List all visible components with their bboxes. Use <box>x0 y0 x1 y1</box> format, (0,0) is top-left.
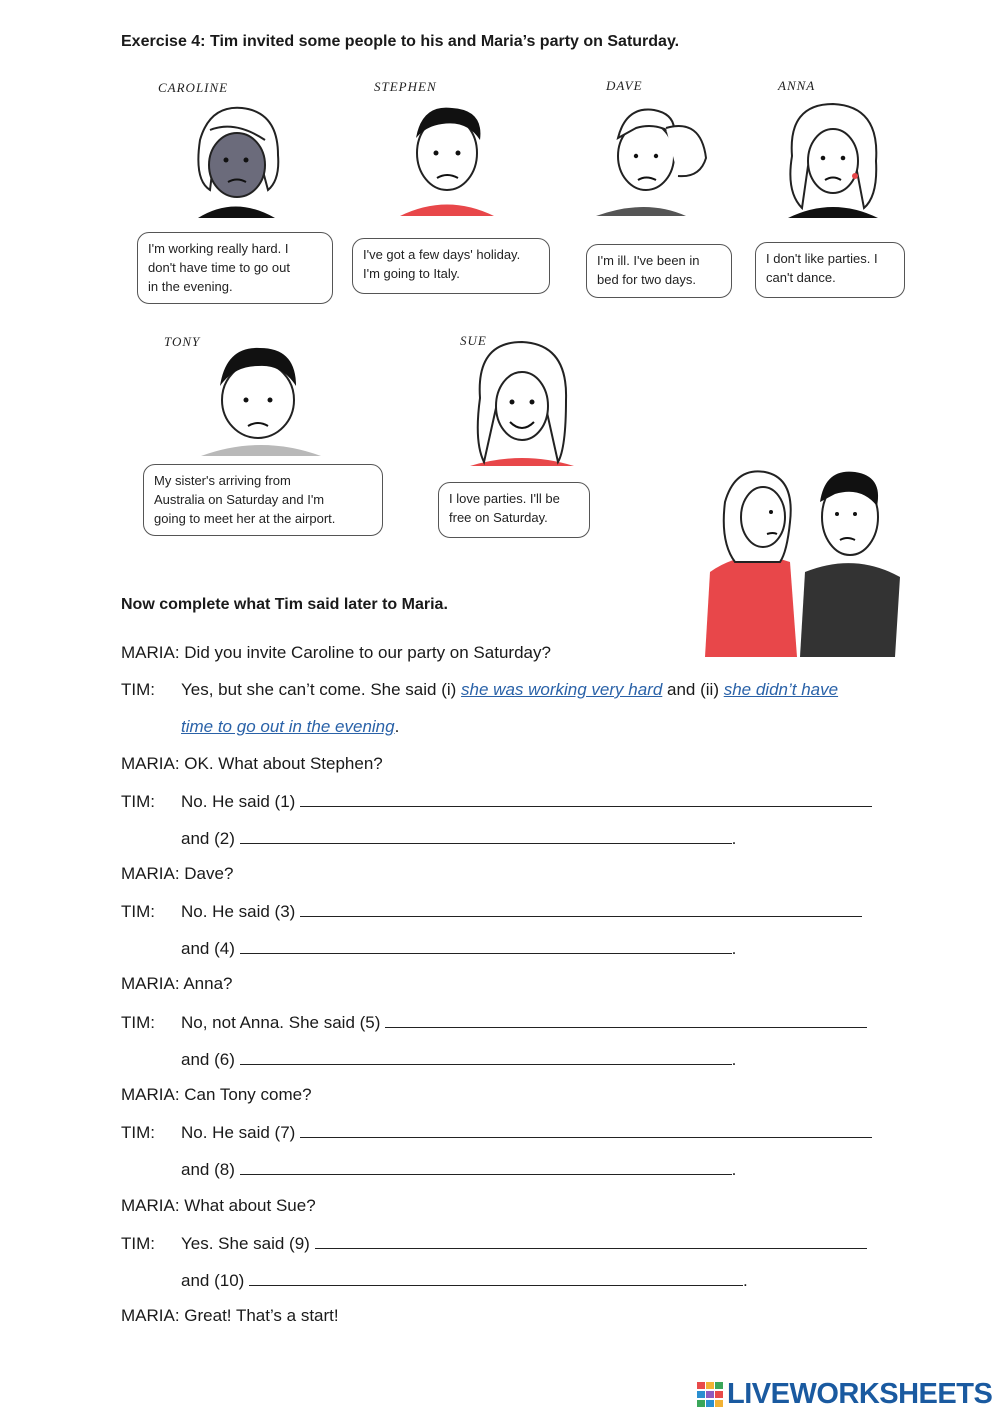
bubble-line: Australia on Saturday and I'm <box>154 492 325 507</box>
answer-blank-1[interactable] <box>300 790 872 807</box>
tim-line-6 <box>121 1232 867 1255</box>
caroline-portrait <box>180 100 290 220</box>
bubble-line: bed for two days. <box>597 272 696 287</box>
anna-portrait <box>778 96 888 221</box>
bubble-line: My sister's arriving from <box>154 473 291 488</box>
period: . <box>394 717 400 736</box>
answer-blank-4[interactable] <box>240 937 732 954</box>
name-tony: TONY <box>164 334 201 349</box>
bubble-tony <box>143 464 383 536</box>
speaker-tim: TIM: <box>121 1234 155 1253</box>
bubble-line: I'm ill. I've been in <box>597 253 700 268</box>
tim-line-3-and <box>181 937 736 960</box>
tim-line-1-text: Yes, but she can’t come. She said (i) <box>181 680 462 699</box>
example-answer-1: she was working very hard <box>461 680 663 699</box>
stephen-portrait <box>392 98 502 218</box>
bubble-line: don't have time to go out <box>148 260 290 275</box>
dave-portrait <box>596 98 716 218</box>
tim-line-5 <box>121 1121 872 1144</box>
and-label-10: and (10) <box>181 1271 250 1290</box>
name-anna: ANNA <box>778 78 816 93</box>
tim-line-3 <box>121 900 862 923</box>
tony-portrait <box>196 338 326 458</box>
maria-line-2: MARIA: OK. What about Stephen? <box>121 754 383 773</box>
name-sue: SUE <box>460 333 487 348</box>
logo-text: LIVEWORKSHEETS <box>727 1377 993 1410</box>
and-label-8: and (8) <box>181 1160 240 1179</box>
speaker-tim: TIM: <box>121 680 155 699</box>
tim-line-2-text: No. He said (1) <box>181 792 301 811</box>
tim-line-4-and <box>181 1048 736 1071</box>
tim-line-5-text: No. He said (7) <box>181 1123 301 1142</box>
name-dave: DAVE <box>606 78 643 93</box>
tim-line-1 <box>121 679 838 701</box>
maria-line-3: MARIA: Dave? <box>121 864 234 883</box>
period: . <box>731 829 737 848</box>
tim-line-5-and <box>181 1158 736 1181</box>
speaker-tim: TIM: <box>121 1013 155 1032</box>
tim-line-6-and <box>181 1269 748 1292</box>
name-stephen: STEPHEN <box>374 79 437 94</box>
answer-blank-5[interactable] <box>385 1011 867 1028</box>
and-label-4: and (4) <box>181 939 240 958</box>
bubble-line: going to meet her at the airport. <box>154 511 336 526</box>
maria-line-7: MARIA: Great! That’s a start! <box>121 1306 339 1325</box>
bubble-anna <box>755 242 905 298</box>
bubble-dave <box>586 244 732 298</box>
bubble-line: in the evening. <box>148 279 233 294</box>
tim-line-1-cont <box>181 716 399 738</box>
bubble-line: I love parties. I'll be <box>449 491 560 506</box>
logo-grid-icon <box>697 1380 725 1408</box>
speaker-tim: TIM: <box>121 1123 155 1142</box>
period: . <box>731 1160 737 1179</box>
bubble-sue <box>438 482 590 538</box>
exercise-title: Exercise 4: Tim invited some people to his and Maria’s party on Saturday. <box>121 33 680 50</box>
tim-line-2-and <box>181 827 736 850</box>
and-label-6: and (6) <box>181 1050 240 1069</box>
answer-blank-2[interactable] <box>240 827 732 844</box>
maria-line-6: MARIA: What about Sue? <box>121 1196 316 1215</box>
answer-blank-7[interactable] <box>300 1121 872 1138</box>
bubble-line: I'm going to Italy. <box>363 266 460 281</box>
maria-line-4: MARIA: Anna? <box>121 974 233 993</box>
maria-line-5: MARIA: Can Tony come? <box>121 1085 312 1104</box>
and-label-2: and (2) <box>181 829 240 848</box>
tim-line-3-text: No. He said (3) <box>181 902 301 921</box>
tim-line-6-text: Yes. She said (9) <box>181 1234 315 1253</box>
bubble-line: I'm working really hard. I <box>148 241 289 256</box>
bubble-stephen <box>352 238 550 294</box>
bubble-line: free on Saturday. <box>449 510 548 525</box>
bubble-line: I've got a few days' holiday. <box>363 247 521 262</box>
answer-blank-6[interactable] <box>240 1048 732 1065</box>
answer-blank-10[interactable] <box>249 1269 743 1286</box>
speaker-tim: TIM: <box>121 902 155 921</box>
sue-portrait <box>462 338 582 468</box>
answer-blank-9[interactable] <box>315 1232 867 1249</box>
bubble-line: I don't like parties. I <box>766 251 878 266</box>
answer-blank-3[interactable] <box>300 900 862 917</box>
maria-line-1: MARIA: Did you invite Caroline to our party on Saturday? <box>121 643 551 662</box>
period: . <box>731 1050 737 1069</box>
answer-blank-8[interactable] <box>240 1158 732 1175</box>
example-answer-2b: time to go out in the evening <box>181 717 395 736</box>
liveworksheets-logo <box>697 1376 992 1412</box>
tim-line-4-text: No, not Anna. She said (5) <box>181 1013 386 1032</box>
period: . <box>731 939 737 958</box>
tim-line-1-text-b: and (ii) <box>662 680 724 699</box>
name-caroline: CAROLINE <box>158 80 229 95</box>
period: . <box>743 1271 748 1290</box>
bubble-caroline <box>137 232 333 304</box>
tim-line-2 <box>121 790 872 813</box>
bubble-line: can't dance. <box>766 270 836 285</box>
speaker-tim: TIM: <box>121 792 155 811</box>
tim-line-4 <box>121 1011 867 1034</box>
instruction: Now complete what Tim said later to Maria. <box>121 596 448 613</box>
example-answer-2a: she didn’t have <box>723 680 839 699</box>
tim-and-maria-illustration <box>705 462 905 657</box>
